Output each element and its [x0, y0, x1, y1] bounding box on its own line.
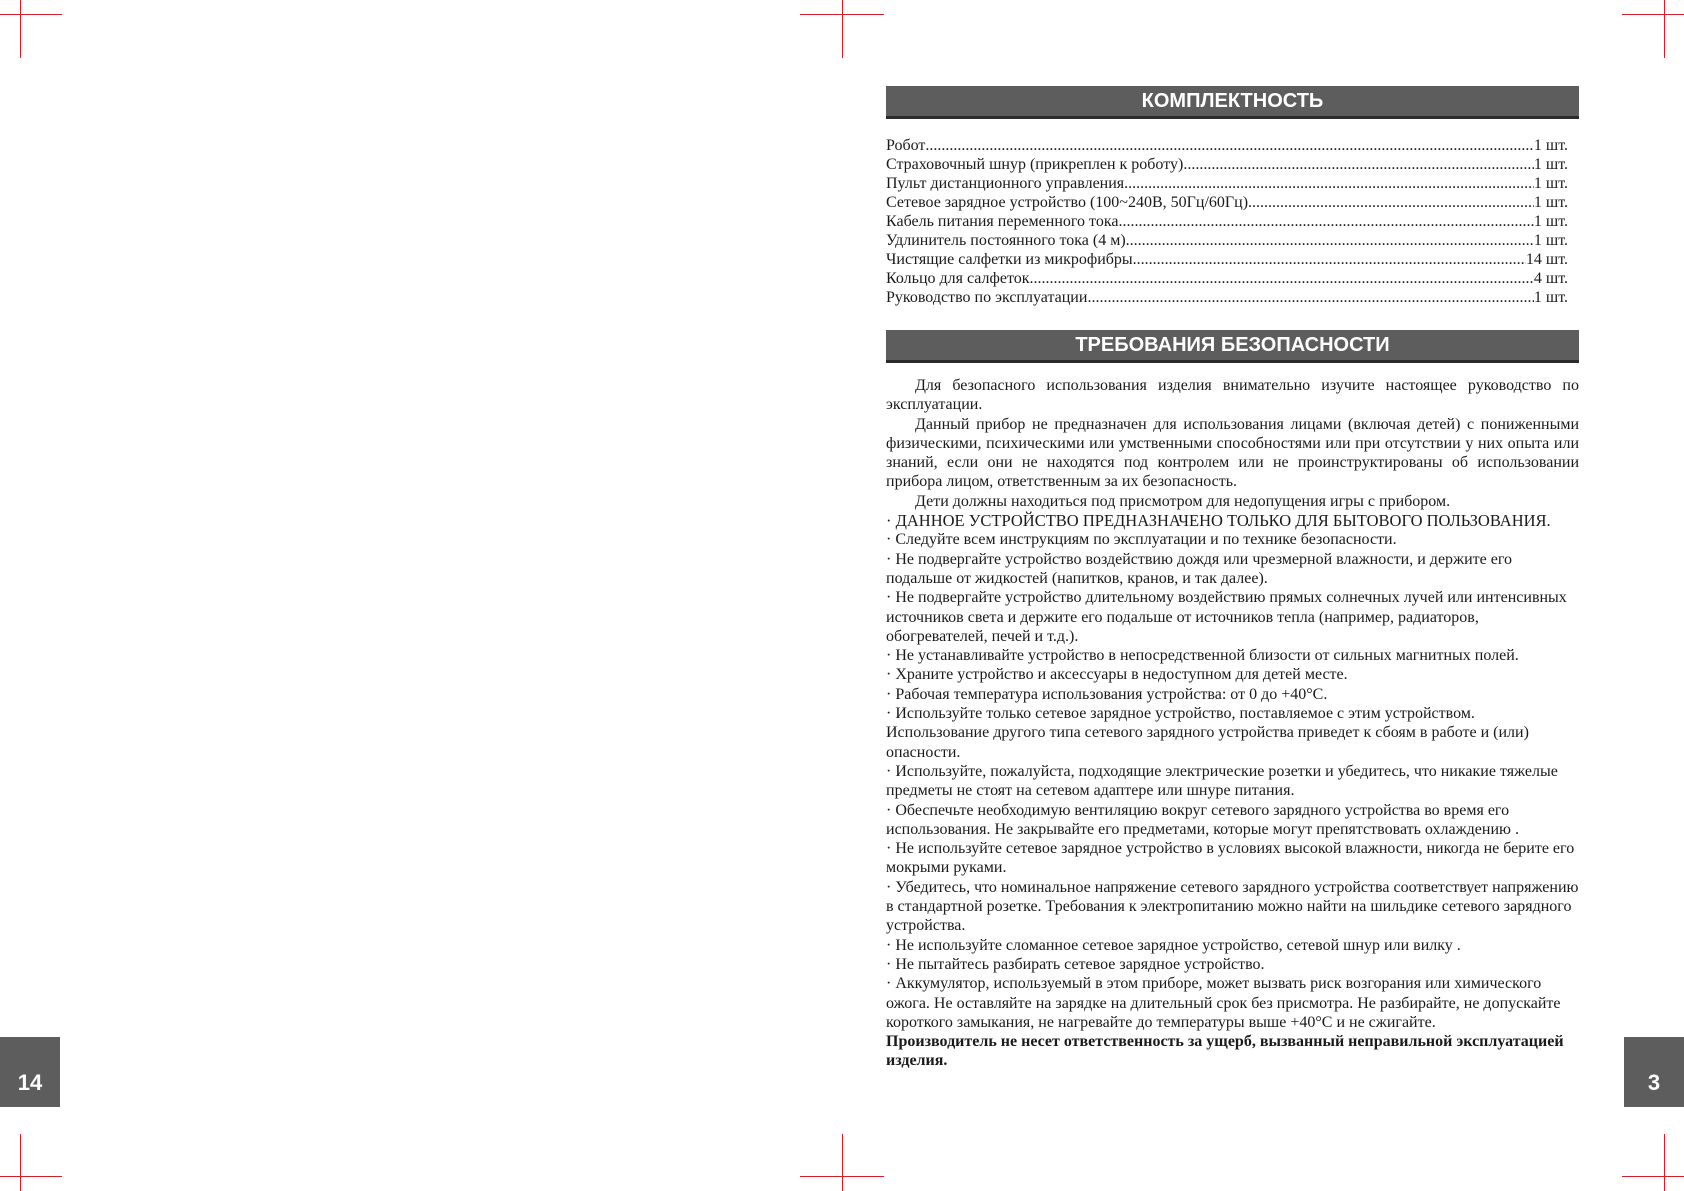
kit-list — [886, 136, 1568, 307]
dot-leader — [1183, 155, 1534, 174]
crop-mark — [20, 0, 21, 58]
crop-mark — [1622, 1176, 1684, 1177]
kit-item-name: Руководство по эксплуатации — [886, 289, 1088, 306]
kit-item-name: Страховочный шнур (прикреплен к роботу) — [886, 156, 1184, 173]
list-item — [886, 250, 1568, 269]
safety-bullet: · Не подвергайте устройство воздействию дождя или чрезмерной влажности, и держите его подальше от жидкостей (напитков, кранов, и так далее). — [886, 550, 1513, 587]
dot-leader — [1133, 250, 1526, 269]
crop-mark — [1664, 1134, 1665, 1191]
safety-bullet: · Не используйте сломанное сетевое зарядное устройство, сетевой шнур или вилку . — [886, 936, 1461, 954]
crop-mark — [20, 1134, 21, 1191]
kit-item-qty: 1 шт. — [1533, 175, 1568, 192]
safety-bullet: · Храните устройство и аксессуары в недоступном для детей месте. — [886, 666, 1348, 684]
dot-leader — [1124, 174, 1534, 193]
list-item — [886, 193, 1568, 212]
kit-item-name: Робот — [886, 137, 926, 154]
kit-item-name: Удлинитель постоянного тока (4 м) — [886, 232, 1126, 249]
crop-mark — [842, 1134, 843, 1191]
kit-item-qty: 1 шт. — [1533, 213, 1568, 230]
list-item — [886, 155, 1568, 174]
kit-item-qty: 14 шт. — [1525, 251, 1568, 268]
dot-leader — [1118, 212, 1533, 231]
safety-bullet: · ДАННОЕ УСТРОЙСТВО ПРЕДНАЗНАЧЕНО ТОЛЬКО ДЛЯ БЫТОВОГО ПОЛЬЗОВАНИЯ. — [886, 511, 1551, 531]
safety-section — [886, 330, 1579, 1071]
dot-leader — [1030, 269, 1534, 288]
kit-item-name: Кольцо для салфеток — [886, 270, 1030, 287]
crop-mark — [1622, 14, 1684, 15]
safety-heading: ТРЕБОВАНИЯ БЕЗОПАСНОСТИ — [886, 330, 1579, 363]
dot-leader — [925, 136, 1533, 155]
kit-item-name: Пульт дистанционного управления — [886, 175, 1125, 192]
safety-text — [886, 376, 1579, 1071]
safety-intro-paragraph: Дети должны находиться под присмотром для недопущения игры с прибором. — [915, 492, 1451, 510]
list-item — [886, 269, 1568, 288]
crop-mark — [0, 1176, 62, 1177]
safety-bullet: · Не пытайтесь разбирать сетевое зарядное устройство. — [886, 955, 1265, 973]
list-item — [886, 174, 1568, 193]
kit-item-qty: 1 шт. — [1533, 194, 1568, 211]
safety-intro-paragraph: Для безопасного использования изделия внимательно изучите настоящее руководство по эксплуатации. — [886, 377, 1579, 414]
kit-item-qty: 1 шт. — [1533, 232, 1568, 249]
kit-item-qty: 1 шт. — [1533, 156, 1568, 173]
safety-bullet: · Следуйте всем инструкциям по эксплуатации и по технике безопасности. — [886, 531, 1397, 549]
safety-bullet: · Рабочая температура использования устройства: от 0 до +40°С. — [886, 685, 1328, 703]
dot-leader — [1126, 231, 1534, 250]
safety-disclaimer: Производитель не несет ответственность за ущерб, вызванный неправильной эксплуатацией изделия. — [886, 1033, 1564, 1070]
safety-bullet: · Убедитесь, что номинальное напряжение сетевого зарядного устройства соответствует напряжению в стандартной розетке. Требования к электропитанию можно найти на шильдике сетевого зарядного устройства. — [886, 878, 1579, 935]
kit-heading: КОМПЛЕКТНОСТЬ — [886, 86, 1579, 119]
kit-item-name: Кабель питания переменного тока — [886, 213, 1119, 230]
crop-mark — [1664, 0, 1665, 58]
dot-leader — [1087, 288, 1533, 307]
safety-bullet: · Аккумулятор, используемый в этом приборе, может вызвать риск возгорания или химического ожога. Не оставляйте на зарядке на длительный срок без присмотра. Не разбирайте, не допускайте короткого замыкания, не нагревайте до температуры выше +40°С и не сжигайте. — [886, 975, 1561, 1031]
list-item — [886, 136, 1568, 155]
page-number-left: 14 — [0, 1037, 60, 1107]
dot-leader — [1248, 193, 1534, 212]
kit-item-qty: 4 шт. — [1533, 270, 1568, 287]
page-number-right: 3 — [1624, 1037, 1684, 1107]
safety-bullet: · Используйте, пожалуйста, подходящие электрические розетки и убедитесь, что никакие тяжелые предметы не стоят на сетевом адаптере или шнуре питания. — [886, 762, 1558, 800]
kit-item-name: Сетевое зарядное устройство (100~240В, 50Гц/60Гц) — [886, 194, 1249, 211]
safety-bullet: · Обеспечьте необходимую вентиляцию вокруг сетевого зарядного устройства во время его использования. Не закрывайте его предметами, которые могут препятствовать охлаждению . — [886, 801, 1519, 838]
kit-item-name: Чистящие салфетки из микрофибры — [886, 251, 1133, 268]
safety-bullet: · Не устанавливайте устройство в непосредственной близости от сильных магнитных полей. — [886, 647, 1519, 665]
list-item — [886, 288, 1568, 307]
crop-mark — [842, 0, 843, 58]
safety-bullet: · Не используйте сетевое зарядное устройство в условиях высокой влажности, никогда не берите его мокрыми руками. — [886, 840, 1575, 877]
kit-item-qty: 1 шт. — [1533, 289, 1568, 306]
kit-item-qty: 1 шт. — [1533, 137, 1568, 154]
list-item — [886, 212, 1568, 231]
crop-mark — [0, 14, 62, 15]
kit-section — [886, 86, 1579, 307]
safety-intro-paragraph: Данный прибор не предназначен для использования лицами (включая детей) с пониженными физическими, психическими или умственными способностями или при отсутствии у них опыта или знаний, если они не находятся под контролем или не проинструктированы об использовании прибора лицом, ответственным за их безопасность. — [886, 415, 1579, 491]
list-item — [886, 231, 1568, 250]
safety-bullet: · Не подвергайте устройство длительному воздействию прямых солнечных лучей или интенсивных источников света и держите его подальше от источников тепла (например, радиаторов, обогревателей, печей и т.д.). — [886, 589, 1567, 645]
safety-bullet: · Используйте только сетевое зарядное устройство, поставляемое с этим устройством. Использование другого типа сетевого зарядного устройства приведет к сбоям в работе и (или) опасности. — [886, 705, 1529, 761]
